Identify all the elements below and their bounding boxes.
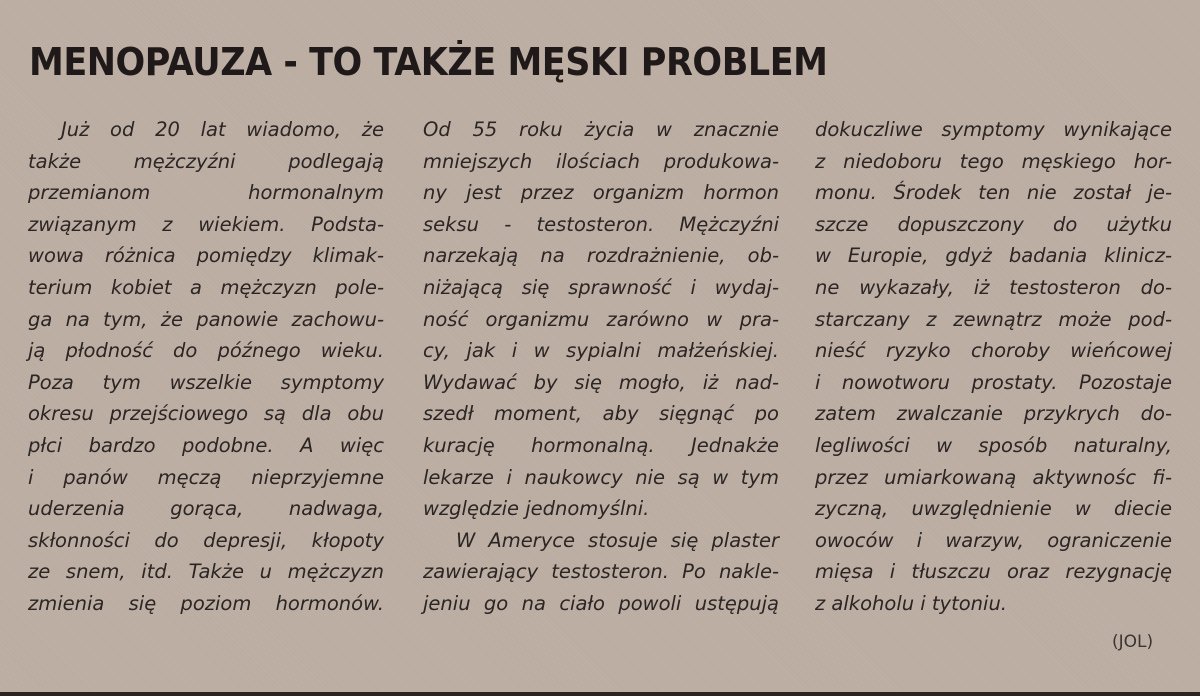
text-line: seksu - testosteron. Mężczyźni [423,212,779,236]
text-line: lekarze i naukowcy nie są w tym [423,465,779,489]
text-line: Poza tym wszelkie symptomy [28,370,384,394]
text-line: mniejszych ilościach produkowa- [423,149,779,173]
text-line: W Ameryce stosuje się plaster [456,528,779,552]
text-line: Od 55 roku życia w znacznie [423,118,779,141]
text-line: ny jest przez organizm hormon [423,181,779,205]
text-line: z alkoholu i tytoniu. [815,591,1008,615]
text-line: zmienia się poziom hormonów. [28,591,384,615]
text-line: zawierający testosteron. Po nakle- [423,560,779,584]
text-line: z niedoboru tego męskiego hor- [815,149,1172,173]
text-line: jeniu go na ciało powoli ustępują [423,591,779,615]
article-column-1 [28,114,384,620]
text-line: ze snem, itd. Także u mężczyzn [28,560,384,584]
text-line: przemianom hormonalnym [28,181,384,205]
text-line: i nowotworu prostaty. Pozostaje [815,370,1172,394]
text-line: wowa różnica pomiędzy klimak- [28,244,384,268]
text-line: terium kobiet a mężczyzn pole- [28,275,384,299]
text-line: ją płodność do późnego wieku. [28,339,384,363]
article-title: MENOPAUZA - TO TAKŻE MĘSKI PROBLEM [29,40,828,84]
text-line: narzekają na rozdrażnienie, ob- [423,244,779,268]
text-line: owoców i warzyw, ograniczenie [815,528,1172,552]
text-line: płci bardzo podobne. A więc [28,433,384,457]
text-line: kurację hormonalną. Jednakże [423,433,779,457]
article-column-3 [815,114,1172,620]
article-column-2 [423,114,779,620]
text-line: względzie jednomyślni. [423,497,650,521]
text-line: uderzenia gorąca, nadwaga, [28,497,384,521]
text-line: okresu przejściowego są dla obu [28,402,384,426]
text-line: przez umiarkowaną aktywnośc fi- [815,465,1172,489]
text-line: Już od 20 lat wiadomo, że [61,118,384,141]
text-line: niżającą się sprawność i wydaj- [423,275,779,299]
text-line: starczany z zewnątrz może pod- [815,307,1172,331]
text-line: nieść ryzyko choroby wieńcowej [815,339,1172,363]
text-line: szedł moment, aby sięgnąć po [423,402,779,426]
text-line: ność organizmu zarówno w pra- [423,307,779,331]
text-line: Wydawać by się mogło, iż nad- [423,370,779,394]
author-signature: (JOL) [1112,632,1154,652]
text-line: dokuczliwe symptomy wynikające [815,118,1172,141]
text-line: także mężczyźni podlegają [28,149,384,173]
text-line: związanym z wiekiem. Podsta- [28,212,384,236]
text-line: legliwości w sposób naturalny, [815,433,1172,457]
text-line: ga na tym, że panowie zachowu- [28,307,384,331]
text-line: szcze dopuszczony do użytku [815,212,1172,236]
text-line: skłonności do depresji, kłopoty [28,528,384,552]
text-line: i panów męczą nieprzyjemne [28,465,384,489]
text-line: mięsa i tłuszczu oraz rezygnację [815,560,1172,584]
text-line: monu. Środek ten nie został je- [815,181,1172,205]
text-line: w Europie, gdyż badania klinicz- [815,244,1172,268]
text-line: cy, jak i w sypialni małżeńskiej. [423,339,779,363]
text-line: zatem zwalczanie przykrych do- [815,402,1172,426]
text-line: zyczną, uwzględnienie w diecie [815,497,1172,521]
bottom-rule-divider [0,692,1200,696]
text-line: ne wykazały, iż testosteron do- [815,275,1172,299]
